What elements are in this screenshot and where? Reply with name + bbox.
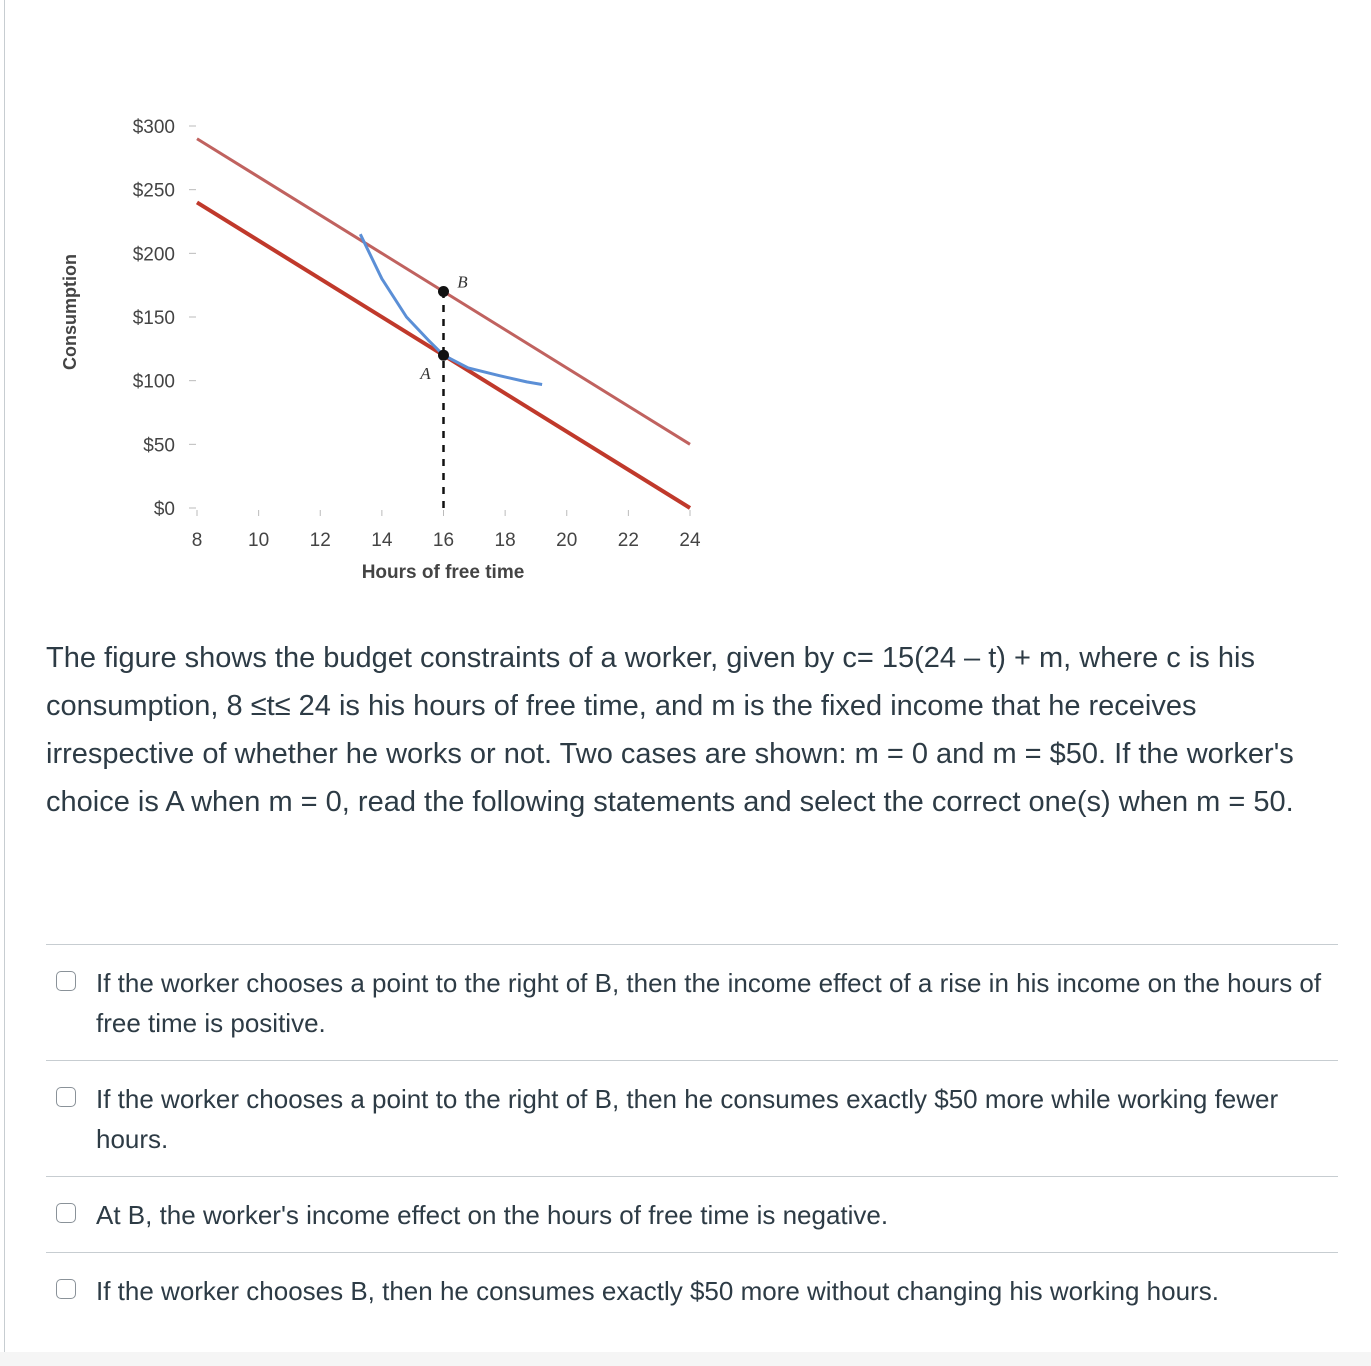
x-tick-label: 10 (248, 530, 270, 551)
answer-text: At B, the worker's income effect on the hours of free time is negative. (96, 1200, 889, 1230)
answer-text: If the worker chooses a point to the right of B, then he consumes exactly $50 more while working fewer hours. (96, 1084, 1279, 1154)
answer-list (46, 944, 1338, 1328)
y-tick-label: $0 (153, 499, 175, 520)
answer-option-2[interactable] (46, 1060, 1338, 1176)
x-tick-label: 14 (371, 530, 393, 551)
point-b-marker (438, 286, 449, 297)
x-tick-label: 20 (556, 530, 578, 551)
y-tick-label: $150 (132, 308, 175, 329)
y-tick-label: $50 (143, 435, 175, 457)
answer-text: If the worker chooses a point to the right of B, then the income effect of a rise in his income on the hours of free time is positive. (96, 968, 1322, 1038)
y-tick-label: $100 (132, 371, 175, 393)
y-tick-label: $300 (132, 117, 175, 138)
footer-band (0, 1352, 1371, 1366)
question-text: The figure shows the budget constraints of a worker, given by c= 15(24 – t) + m, where c is his consumption, 8 ≤t≤ 24 is his hours of free time, and m is the fixed income that he receives irrespective of whether he works or not. Two cases are shown: m = 0 and m = $50. If the worker's choice is A when m = 0, read the following statements and select the correct one(s) when m = 50. (46, 642, 1294, 818)
x-tick-label: 16 (432, 530, 455, 551)
y-tick-label: $250 (132, 180, 175, 202)
answer-checkbox[interactable] (56, 971, 76, 991)
x-tick-label: 8 (191, 530, 203, 551)
answer-checkbox[interactable] (56, 1279, 76, 1299)
y-axis-title: Consumption (60, 254, 80, 370)
answer-checkbox[interactable] (56, 1087, 76, 1107)
point-b-label: B (457, 272, 468, 292)
answer-option-4[interactable] (46, 1252, 1338, 1328)
answer-option-1[interactable] (46, 944, 1338, 1060)
x-axis-title: Hours of free time (361, 562, 525, 583)
answer-text: If the worker chooses B, then he consumes exactly $50 more without changing his working hours. (96, 1276, 1219, 1306)
x-tick-label: 12 (309, 530, 331, 551)
x-tick-label: 24 (679, 530, 701, 551)
x-tick-label: 18 (494, 530, 516, 551)
point-a-marker (438, 350, 449, 361)
y-tick-label: $200 (132, 244, 175, 266)
answer-option-3[interactable] (46, 1176, 1338, 1252)
answer-checkbox[interactable] (56, 1203, 76, 1223)
point-a-label: A (420, 364, 431, 384)
x-tick-label: 22 (617, 530, 639, 551)
budget-constraint-chart (0, 0, 740, 600)
